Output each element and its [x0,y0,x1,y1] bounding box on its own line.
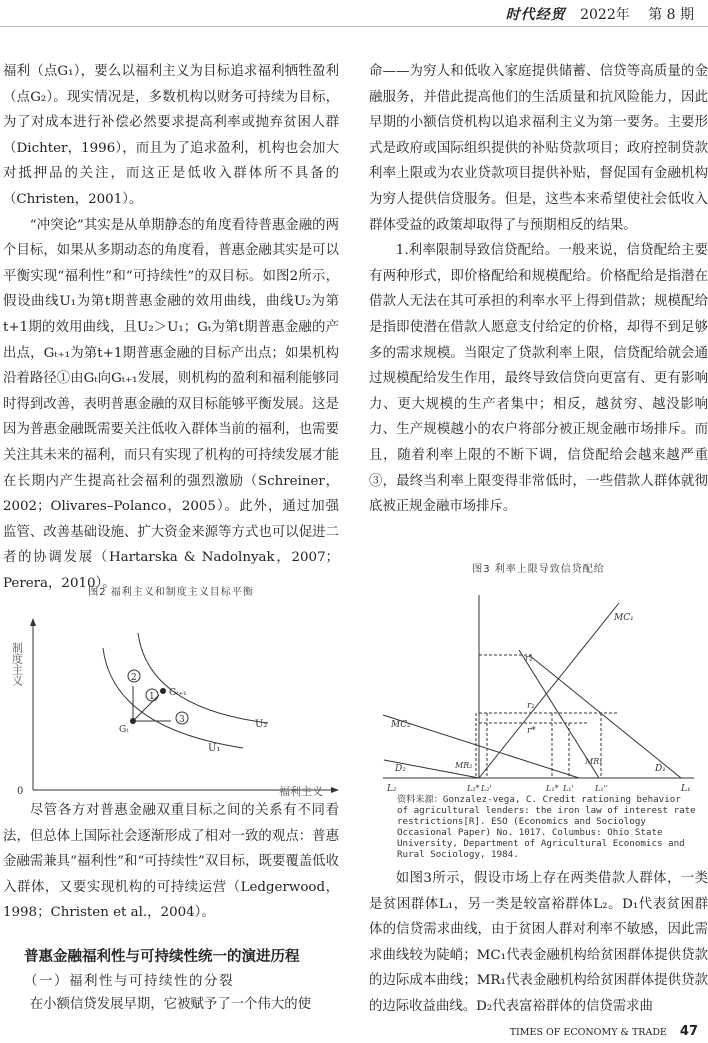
l1pp-label: L₁'' [595,784,608,793]
x-axis-label: 福利主义 [279,785,323,798]
paragraph: 在小额信贷发展早期，它被赋予了一个伟大的使 [29,997,311,1012]
d1-label: D₁ [655,764,666,774]
mc1-line [479,603,619,778]
mc2-line [383,715,579,778]
rstar-label: r* [527,726,536,736]
y-axis-label: 制度主义 [10,642,24,686]
r1-label: r₁ [525,654,533,664]
gt-label: Gₜ [119,725,129,735]
l1p-label: L₁' [563,784,574,793]
paragraph: 福利（点G₁），要么以福利主义为目标追求福利牺牲盈利（点G₂）。现实情况是，多数机构以财务可持续为目标，为了对成本进行补偿必然要求提高利率或抛弃贫困人群（Dichter，1996），而且为了追求盈利，机构也会加大对抵押品的关注，而这正是低收入群体所不具备的（Christen，2001）。 [3,64,339,207]
left-column-top [3,59,339,596]
x-axis-arrow [331,787,339,793]
page-header [0,0,708,40]
mr2-label: MR₂ [455,761,473,770]
paragraph: 命——为穷人和低收入家庭提供储蓄、信贷等高质量的金融服务，并借此提高他们的生活质量和抗风险能力，因此早期的小额信贷机构以追求福利主义为第一要务。主要形式是政府或国际组织提供的补贴贷款项目；政府控制贷款利率上限或为农业贷款项目提供补贴，督促国有金融机构为穷人提供信贷服务。但是，这些本来希望使社会低收入群体受益的政策却取得了与预期相反的结果。 [369,64,708,233]
header-year: 2022年 [580,7,630,23]
paragraph: 如图3所示，假设市场上存在两类借款人群体，一类是贫困群体L₁，另一类是较富裕群体L₂。D₁代表贫困群体的信贷需求曲线，由于贫困人群对利率不敏感，因此需求曲线较为陡峭；MC₁代表金融机构给贫困群体提供贷款的边际成本曲线；MR₁代表金融机构给贫困群体提供贷款的边际收益曲线。D₂代表富裕群体的信贷需求曲 [369,871,708,1014]
figure-3 [369,560,708,804]
journal-name: 时代经贸 [505,7,566,23]
header-issue: 第 8 期 [648,7,694,23]
figure-3-source: 资料来源：Gonzalez-vega, C. Credit rationing behavior of agricultural lenders: the iron law of interest rate restrictions[R]. ESO (Economics and Sociology Occasional Paper) No. 1017. Columbus: Ohio State University, Department of Agricultural Economics and Rural Sociology, 1984. [397,794,696,860]
mc2-label: MC₂ [391,720,411,730]
figure-2 [3,583,339,802]
figure-3-caption: 图3 利率上限导致信贷配给 [472,564,605,575]
figure-2-chart [3,598,339,798]
gt1-label: Gₜ₊₁ [169,688,187,698]
left-column-bottom [3,798,339,926]
path-1-label: 1 [149,692,155,702]
paragraph: 1.利率限制导致信贷配给。一般来说，信贷配给主要有两种形式，即价格配给和规模配给。价格配给是指潜在借款人无法在其可承担的利率水平上得到借款；规模配给是指即使潜在借款人愿意支付给定的价格，却得不到足够多的需求规模。当限定了贷款利率上限，信贷配给就会通过规模配给发生作用，最终导致信贷向更富有、更有影响力、更大规模的生产者集中；相反，越贫穷、越没影响力、生产规模越小的农户将部分被正规金融市场排斥。而且，随着利率上限的不断下调，信贷配给会越来越严重③，最终当利率上限变得非常低时，一些借款人群体就彻底被正规金融市场排斥。 [369,243,708,515]
u1-label: U₁ [208,743,221,754]
paragraph: “冲突论”其实是从单期静态的角度看待普惠金融的两个目标，如果从多期动态的角度看，普惠金融其实是可以平衡实现“福利性”和“可持续性”的双目标。如图2所示，假设曲线U₁为第t期普惠金融的效用曲线，曲线U₂为第t+1期的效用曲线，且U₂＞U₁；Gₜ为第t期普惠金融的产出点，Gₜ₊₁为第t+1期普惠金融的目标产出点；如果机构沿着路径①由Gₜ向Gₜ₊₁发展，则机构的盈利和福利能够同时得到改善，表明普惠金融的双目标能够平衡发展。这是因为普惠金融既需要关注低收入群体当前的福利，也需要关注其未来的福利，而只有实现了机构的可持续发展才能在长期内产生提高社会福利的强烈激励（Schreiner，2002；Olivares–Polanco，2005）。此外，通过加强监管、改善基础设施、扩大资金来源等方式也可以促进二者的协调发展（Hartarska & Nadolnyak，2007；Perera，2010）。 [3,217,339,591]
r2-label: r₂ [527,701,535,711]
gt1-point [160,688,166,694]
paragraph: 尽管各方对普惠金融双重目标之间的关系有不同看法，但总体上国际社会逐渐形成了相对一致的观点：普惠金融需兼具“福利性”和“可持续性”双目标，既要覆盖低收入群体，又要实现机构的可持续运营（Ledgerwood，1998；Christen et al.，2004）。 [3,803,339,921]
mr1-label: MR₁ [585,757,603,766]
figure-2-caption: 图2 福利主义和制度主义目标平衡 [88,587,254,598]
right-column-top [369,59,708,520]
l2s-label: L₂* [467,784,480,793]
u2-label: U₂ [255,719,268,730]
d2-label: D₂ [395,764,406,774]
subsection-title: （一）福利性与可持续性的分裂 [24,973,234,989]
l2-label: L₂ [387,784,397,794]
section-title: 普惠金融福利性与可持续性统一的演进历程 [24,949,300,965]
path-2-label: 2 [131,673,137,683]
path-3-label: 3 [179,715,185,725]
u2-curve [138,633,268,723]
page-footer [510,1024,698,1039]
origin-label: 0 [17,786,24,797]
right-column-bottom [369,866,708,1020]
mc1-label: MC₁ [614,613,634,623]
header-rule [0,26,708,27]
y-axis-arrow [30,618,36,626]
footer-journal: TIMES OF ECONOMY & TRADE [509,1027,667,1038]
l1s-label: L₁* [546,784,559,793]
left-column-last [3,992,339,1017]
page-number: 47 [679,1024,698,1039]
header-text [506,4,694,24]
l2p-label: L₂' [481,784,492,793]
figure-3-chart [369,575,708,800]
l1-label: L₁ [681,784,691,794]
